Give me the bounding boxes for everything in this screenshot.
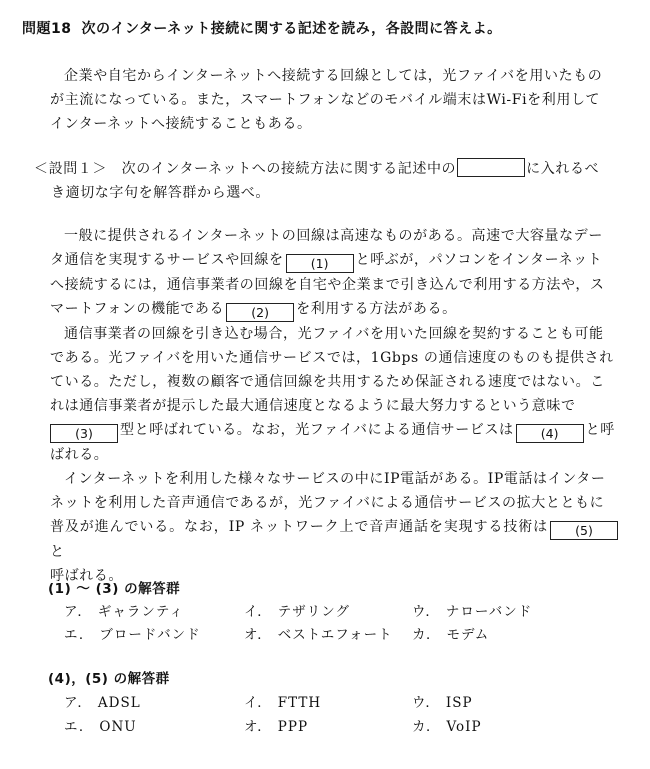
answer-group-2-heading: (4)，(5) の解答群: [48, 671, 170, 687]
answer-option: ア． ADSL: [64, 695, 141, 711]
problem-title: [22, 18, 502, 38]
body-line: タ通信を実現するサービスや回線を (1) と呼ぶが，パソコンをインターネット: [50, 252, 603, 271]
question-1-line2: き適切な字句を解答群から選べ。: [51, 185, 270, 201]
question-1: [34, 157, 624, 205]
body-line: インターネットを利用した様々なサービスの中にIP電話がある。IP電話はインター: [64, 471, 606, 487]
answer-group-1-row: [64, 600, 624, 622]
body-line: 普及が進んでいる。なお，IP ネットワーク上で音声通話を実現する技術は (5)と: [50, 515, 620, 564]
answer-option: ウ． ナローバンド: [412, 604, 533, 620]
body-line: である。光ファイバを用いた通信サービスでは，1Gbps の通信速度のものも提供され: [50, 350, 614, 366]
blank-3: (3): [50, 424, 118, 443]
problem-instruction: 次のインターネット接続に関する記述を読み，各設問に答えよ。: [81, 21, 502, 37]
answer-group-2-row: [64, 691, 624, 713]
body-text: [50, 224, 620, 588]
body-line: 通信事業者の回線を引き込む場合，光ファイバを用いた回線を契約することも可能: [64, 326, 604, 342]
answer-option: カ． モデム: [412, 627, 490, 643]
question-1-prefix: ＜設問１＞ 次のインターネットへの接続方法に関する記述中の: [34, 161, 457, 177]
body-line: 呼ばれる。: [50, 568, 123, 584]
intro-line: インターネットへ接続することもある。: [50, 116, 312, 132]
blank-box-sample: [457, 158, 525, 177]
question-1-suffix: に入れるべ: [526, 161, 600, 177]
answer-option: オ． ベストエフォート: [244, 627, 393, 643]
body-line: マートフォンの機能である (2) を利用する方法がある。: [50, 301, 457, 320]
intro-paragraph: [50, 64, 620, 136]
body-line: 一般に提供されるインターネットの回線は高速なものがある。高速で大容量なデー: [64, 228, 603, 244]
problem-number: 問題18: [22, 21, 72, 37]
blank-4: (4): [516, 424, 584, 443]
body-line: ネットを利用した音声通信であるが，光ファイバによる通信サービスの拡大とともに: [50, 495, 605, 511]
answer-option: ア． ギャランティ: [64, 604, 184, 620]
body-line: ばれる。: [50, 447, 109, 463]
body-line: (3) 型と呼ばれている。なお，光ファイバによる通信サービスは (4) と呼: [50, 418, 620, 443]
answer-option: オ． PPP: [244, 719, 309, 735]
answer-group-1-heading: (1) ～ (3) の解答群: [48, 581, 181, 597]
answer-option: イ． FTTH: [244, 695, 322, 711]
blank-2: (2): [226, 303, 294, 322]
blank-1: (1): [286, 254, 354, 273]
answer-group-1-row: [64, 623, 624, 645]
intro-line: 企業や自宅からインターネットへ接続する回線としては，光ファイバを用いたもの: [64, 68, 603, 84]
answer-option: カ． VoIP: [412, 719, 482, 735]
blank-5: (5): [550, 521, 618, 540]
body-line: れは通信事業者が提示した最大通信速度となるように最大努力するという意味で: [50, 398, 576, 414]
answer-option: エ． ブロードバンド: [64, 627, 201, 643]
answer-option: イ． テザリング: [244, 604, 351, 620]
answer-option: エ． ONU: [64, 719, 137, 735]
body-line: へ接続するには，通信事業者の回線を自宅や企業まで引き込んで利用する方法や，ス: [50, 277, 605, 293]
answer-group-2-row: [64, 715, 624, 737]
body-line: ている。ただし，複数の顧客で通信回線を共用するため保証される速度ではない。こ: [50, 374, 605, 390]
answer-option: ウ． ISP: [412, 695, 473, 711]
intro-line: が主流になっている。また，スマートフォンなどのモバイル端末はWi-Fiを利用して: [50, 92, 601, 108]
